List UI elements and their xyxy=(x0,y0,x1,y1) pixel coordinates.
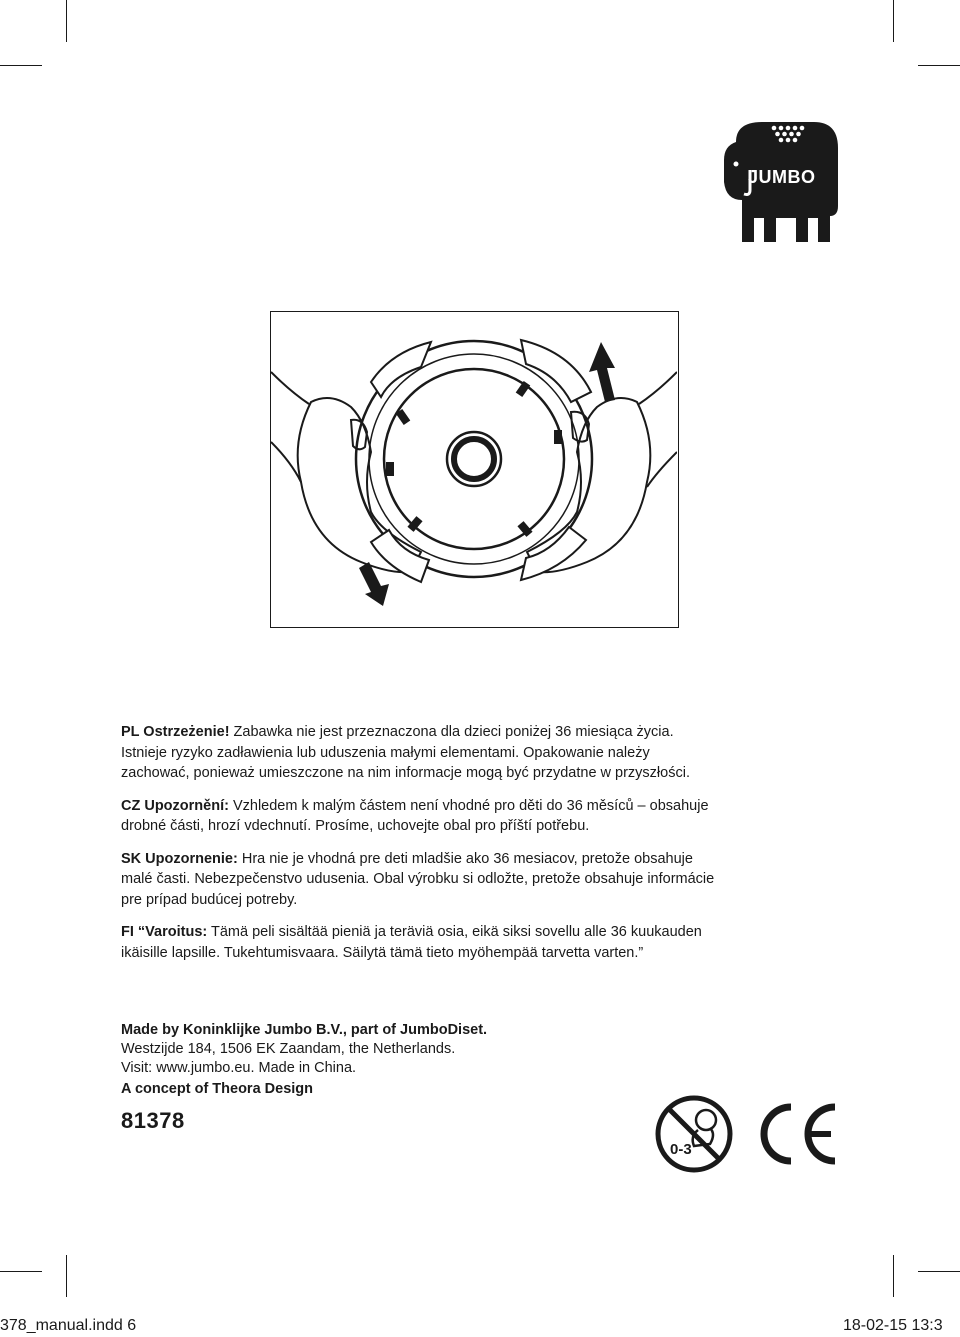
crop-mark xyxy=(0,1271,42,1272)
website-line: Visit: www.jumbo.eu. Made in China. xyxy=(121,1060,357,1076)
elephant-logo-icon xyxy=(722,120,840,244)
crop-mark xyxy=(0,65,42,66)
product-code: 81378 xyxy=(121,1108,185,1133)
illustration-frame xyxy=(270,311,679,628)
warning-text: Hra nie je vhodná pre deti mladšie ako 36 mesiacov, pretože obsahuje malé časti. Nebezpečenstvo udusenia. Obal výrobku si odložte, pretože obsahuje informácie pre prípad budúcej potreby. xyxy=(121,850,715,908)
warning-text: Zabawka nie jest przeznaczona dla dzieci poniżej 36 miesiąca życia. Istnieje ryzyko zadławienia lub uduszenia małymi elementami. Opakowanie należy zachować, ponieważ umieszczone na nim informacje mogą być przydatne w przyszłości. xyxy=(121,724,690,781)
footer-filename: 378_manual.indd 6 xyxy=(0,1317,137,1334)
crop-mark xyxy=(918,1271,960,1272)
brand-name: JUMBO xyxy=(748,167,816,187)
not-for-under-3-icon xyxy=(654,1094,734,1174)
warning-pl xyxy=(121,722,721,784)
address-line: Westzijde 184, 1506 EK Zaandam, the Netherlands. xyxy=(121,1041,456,1057)
age-label: 0-3 xyxy=(670,1141,692,1158)
warning-text: Vzhledem k malým částem není vhodné pro děti do 36 měsíců – obsahuje drobné části, hrozí vdechnutí. Prosíme, uchovejte obal pro příští potřebu. xyxy=(121,797,709,834)
crop-mark xyxy=(893,0,894,42)
ce-mark-icon xyxy=(755,1101,839,1167)
crop-mark xyxy=(66,0,67,42)
warning-fi xyxy=(121,922,721,963)
warning-prefix: PL Ostrzeżenie! xyxy=(121,724,230,740)
hands-rotating-disc-illustration-icon xyxy=(271,312,677,626)
warning-cz xyxy=(121,796,721,837)
manufacturer-line: Made by Koninklijke Jumbo B.V., part of JumboDiset. xyxy=(121,1022,488,1038)
crop-mark xyxy=(918,65,960,66)
warning-sk xyxy=(121,849,721,911)
warnings-section xyxy=(121,722,721,975)
concept-credit: A concept of Theora Design xyxy=(121,1081,314,1097)
footer-timestamp: 18-02-15 13:3 xyxy=(843,1317,943,1334)
manufacturer-info xyxy=(121,1021,721,1078)
warning-prefix: CZ Upozornění: xyxy=(121,797,229,814)
warning-prefix: FI “Varoitus: xyxy=(121,924,208,940)
crop-mark xyxy=(66,1255,67,1297)
warning-text: Tämä peli sisältää pieniä ja teräviä osia, eikä siksi sovellu alle 36 kuukauden ikäisille lapsille. Tukehtumisvaara. Säilytä tämä tieto myöhempää tarvetta varten.” xyxy=(121,924,702,961)
crop-mark xyxy=(893,1255,894,1297)
warning-prefix: SK Upozornenie: xyxy=(121,850,238,867)
